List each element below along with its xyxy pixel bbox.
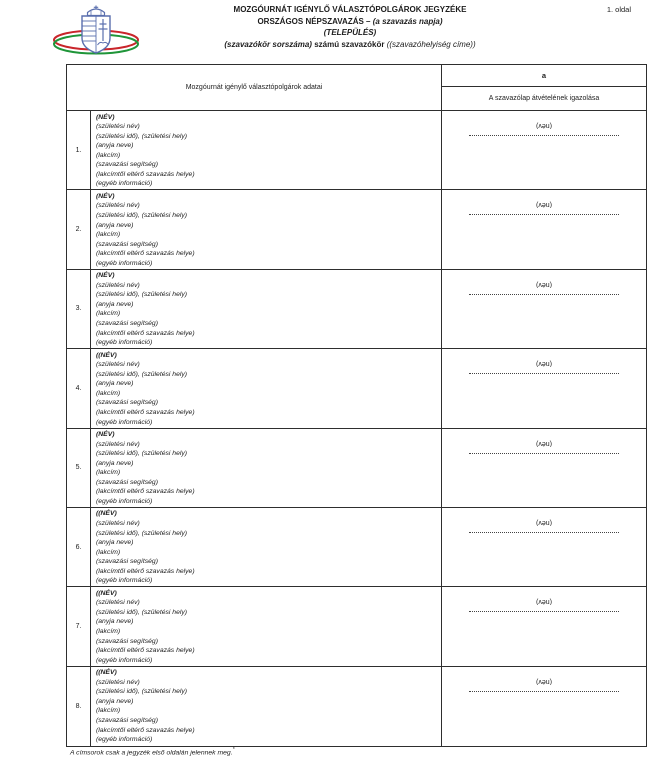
voter-detail-line: (szavazási segítség) xyxy=(96,478,158,486)
title-line-4-bold: számú szavazókör xyxy=(314,39,385,49)
voter-detail-line: (anyja neve) xyxy=(96,300,134,308)
table-row xyxy=(67,190,646,269)
row-number: 6. xyxy=(67,508,91,586)
row-number: 3. xyxy=(67,270,91,348)
voter-name-placeholder: (NÉV) xyxy=(96,431,115,439)
signature-name-label: (név) xyxy=(536,201,552,209)
voter-detail-line: (anyja neve) xyxy=(96,380,134,388)
voter-detail-line: (születési idő), (születési hely) xyxy=(96,370,188,378)
voter-detail-line: (egyéb információ) xyxy=(96,736,153,744)
table-row xyxy=(67,270,646,349)
voter-detail-line: (születési idő), (születési hely) xyxy=(96,608,188,616)
title-line-4 xyxy=(90,39,610,51)
voter-data-cell xyxy=(91,429,442,507)
voter-detail-line: (anyja neve) xyxy=(96,539,134,547)
voter-detail-line: (lakcím) xyxy=(96,151,121,159)
voter-detail-line: (szavazási segítség) xyxy=(96,399,158,407)
table-row xyxy=(67,667,646,746)
row-number: 8. xyxy=(67,667,91,746)
voter-detail-line: (anyja neve) xyxy=(96,221,134,229)
voter-name-placeholder: (NÉV) xyxy=(96,113,115,121)
voter-detail-line: (születési idő), (születési hely) xyxy=(96,529,188,537)
table-header-row xyxy=(67,65,646,111)
signature-name-label: (név) xyxy=(536,122,552,129)
voter-detail-line: (születési idő), (születési hely) xyxy=(96,132,188,140)
title-line-4-italic1: (szavazókör sorszáma) xyxy=(224,39,312,49)
signature-name-label: (név) xyxy=(536,598,552,606)
voter-detail-line: (egyéb információ) xyxy=(96,497,153,505)
voter-detail-line: (születési név) xyxy=(96,361,140,369)
voter-name-placeholder: (NÉV) xyxy=(96,272,115,280)
signature-cell xyxy=(442,111,646,189)
voter-detail-line: (lakcímtől eltérő szavazás helye) xyxy=(96,726,195,734)
voter-detail-line: (születési név) xyxy=(96,202,140,210)
footnote-marker: * xyxy=(232,747,235,753)
voter-register-table xyxy=(66,64,647,747)
voter-data-cell xyxy=(91,667,442,746)
voter-detail-line: (lakcím) xyxy=(96,469,121,477)
header-column-a-letter: a xyxy=(442,65,646,87)
voter-detail-line: (születési név) xyxy=(96,520,140,527)
voter-detail-line: (lakcímtől eltérő szavazás helye) xyxy=(96,488,195,496)
voter-detail-line: (szavazási segítség) xyxy=(96,637,158,645)
voter-detail-line: (születési név) xyxy=(96,678,140,686)
table-row xyxy=(67,508,646,587)
voter-data-cell xyxy=(91,190,442,268)
table-row xyxy=(67,349,646,428)
signature-name-label: (név) xyxy=(536,439,552,447)
signature-dotted-line xyxy=(469,529,619,533)
voter-data-cell xyxy=(91,349,442,427)
title-line-2-bold: ORSZÁGOS NÉPSZAVAZÁS – xyxy=(257,16,371,26)
signature-name-label: (név) xyxy=(536,677,552,685)
table-row xyxy=(67,429,646,508)
row-number: 4. xyxy=(67,349,91,427)
voter-detail-line: (egyéb információ) xyxy=(96,339,153,347)
voter-name-placeholder: (NÉV) xyxy=(96,192,115,200)
voter-detail-line: (születési név) xyxy=(96,440,140,448)
voter-detail-line: (anyja neve) xyxy=(96,459,134,467)
voter-data-cell xyxy=(91,270,442,348)
voter-detail-line: (születési név) xyxy=(96,599,140,607)
signature-cell xyxy=(442,508,646,586)
title-line-2-italic: (a szavazás napja) xyxy=(372,16,443,26)
voter-detail-line: (születési idő), (születési hely) xyxy=(96,291,188,299)
footnote-text: A címsorok csak a jegyzék első oldalán jelennek meg. xyxy=(70,749,233,757)
title-line-2 xyxy=(90,16,610,28)
table-row xyxy=(67,587,646,666)
signature-name-label: (név) xyxy=(536,280,552,288)
signature-name-label: (név) xyxy=(536,360,552,368)
voter-data-cell xyxy=(91,587,442,665)
voter-detail-line: (születési név) xyxy=(96,123,140,131)
title-line-3: (TELEPÜLÉS) xyxy=(323,28,377,38)
voter-detail-line: (egyéb információ) xyxy=(96,180,153,188)
title-line-1: MOZGÓURNÁT IGÉNYLŐ VÁLASZTÓPOLGÁROK JEGYZÉKE xyxy=(233,5,467,14)
voter-detail-line: (születési idő), (születési hely) xyxy=(96,450,188,458)
signature-cell xyxy=(442,429,646,507)
voter-detail-line: (születési név) xyxy=(96,281,140,289)
voter-detail-line: (anyja neve) xyxy=(96,697,134,705)
voter-detail-line: (lakcímtől eltérő szavazás helye) xyxy=(96,329,195,337)
voter-detail-line: (lakcím) xyxy=(96,231,121,239)
signature-dotted-line xyxy=(469,608,619,612)
voter-detail-line: (lakcímtől eltérő szavazás helye) xyxy=(96,170,195,178)
voter-name-placeholder: ((NÉV) xyxy=(96,351,117,359)
voter-detail-line: (lakcím) xyxy=(96,707,121,715)
signature-cell xyxy=(442,349,646,427)
footnote xyxy=(70,747,235,756)
voter-detail-line: (lakcím) xyxy=(96,548,121,556)
document-title xyxy=(90,4,610,50)
voter-name-placeholder: ((NÉV) xyxy=(96,669,117,677)
signature-dotted-line xyxy=(469,211,619,215)
voter-name-placeholder: ((NÉV) xyxy=(96,510,117,518)
row-number: 2. xyxy=(67,190,91,268)
voter-detail-line: (szavazási segítség) xyxy=(96,558,158,566)
voter-detail-line: (lakcímtől eltérő szavazás helye) xyxy=(96,647,195,655)
voter-detail-line: (szavazási segítség) xyxy=(96,716,158,724)
signature-cell xyxy=(442,587,646,665)
voter-detail-line: (lakcím) xyxy=(96,389,121,397)
signature-dotted-line xyxy=(469,291,619,295)
signature-dotted-line xyxy=(469,450,619,454)
voter-detail-line: (születési idő), (születési hely) xyxy=(96,688,188,696)
voter-detail-line: (szavazási segítség) xyxy=(96,320,158,328)
voter-detail-line: (szavazási segítség) xyxy=(96,240,158,248)
row-number: 7. xyxy=(67,587,91,665)
voter-detail-line: (szavazási segítség) xyxy=(96,161,158,169)
row-number: 1. xyxy=(67,111,91,189)
page-number: 1. oldal xyxy=(606,5,631,14)
signature-cell xyxy=(442,667,646,746)
voter-detail-line: (születési idő), (születési hely) xyxy=(96,211,188,219)
signature-dotted-line xyxy=(469,132,619,136)
voter-detail-line: (lakcím) xyxy=(96,310,121,318)
table-row xyxy=(67,111,646,190)
voter-detail-line: (lakcímtől eltérő szavazás helye) xyxy=(96,567,195,575)
voter-name-placeholder: ((NÉV) xyxy=(96,589,117,597)
signature-dotted-line xyxy=(469,688,619,692)
voter-detail-line: (egyéb információ) xyxy=(96,418,153,426)
header-ballot-receipt-label: A szavazólap átvételének igazolása xyxy=(488,95,600,102)
table-body xyxy=(67,111,646,746)
voter-detail-line: (lakcím) xyxy=(96,628,121,636)
title-line-4-italic2: ((szavazóhelyiség címe)) xyxy=(386,39,476,49)
voter-data-cell xyxy=(91,508,442,586)
voter-detail-line: (egyéb információ) xyxy=(96,577,153,585)
voter-detail-line: (egyéb információ) xyxy=(96,259,153,267)
signature-name-label: (név) xyxy=(536,518,552,526)
voter-detail-line: (egyéb információ) xyxy=(96,656,153,664)
signature-dotted-line xyxy=(469,370,619,374)
header-voter-data: Mozgóurnát igénylő választópolgárok adatai xyxy=(67,65,442,110)
voter-detail-line: (anyja neve) xyxy=(96,618,134,626)
voter-detail-line: (anyja neve) xyxy=(96,142,134,150)
header-column-a xyxy=(442,65,646,110)
voter-detail-line: (lakcímtől eltérő szavazás helye) xyxy=(96,408,195,416)
signature-cell xyxy=(442,270,646,348)
row-number: 5. xyxy=(67,429,91,507)
voter-detail-line: (lakcímtől eltérő szavazás helye) xyxy=(96,250,195,258)
voter-data-cell xyxy=(91,111,442,189)
signature-cell xyxy=(442,190,646,268)
